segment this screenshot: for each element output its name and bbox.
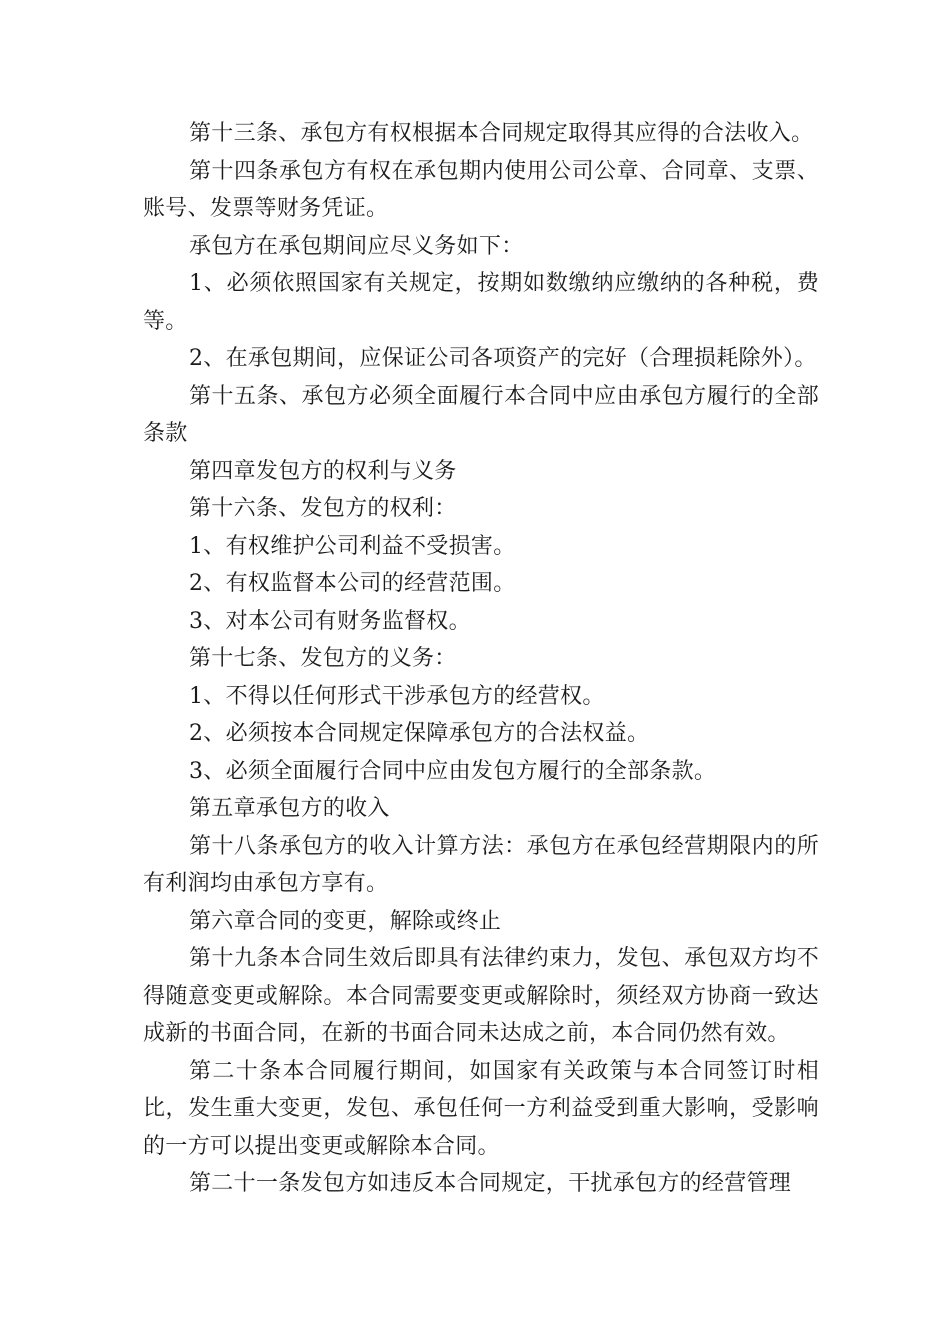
paragraph: 第十四条承包方有权在承包期内使用公司公章、合同章、支票、账号、发票等财务凭证。 bbox=[143, 158, 819, 221]
paragraph: 2、在承包期间，应保证公司各项资产的完好（合理损耗除外）。 bbox=[189, 346, 817, 371]
chapter-heading: 第五章承包方的收入 bbox=[189, 796, 390, 821]
paragraph: 第二十条本合同履行期间，如国家有关政策与本合同签订时相比，发生重大变更，发包、承包任何一方利益受到重大影响，受影响的一方可以提出变更或解除本合同。 bbox=[143, 1058, 819, 1159]
paragraph: 1、必须依照国家有关规定，按期如数缴纳应缴纳的各种税，费等。 bbox=[143, 271, 819, 334]
list-item: 2、必须按本合同规定保障承包方的合法权益。 bbox=[189, 721, 650, 746]
document-body bbox=[143, 115, 819, 1203]
chapter-heading: 第四章发包方的权利与义务 bbox=[189, 458, 457, 484]
list-item: 1、有权维护公司利益不受损害。 bbox=[189, 533, 516, 559]
paragraph: 第十五条、承包方必须全面履行本合同中应由承包方履行的全部条款 bbox=[143, 383, 819, 446]
list-item: 3、对本公司有财务监督权。 bbox=[189, 608, 471, 634]
paragraph: 第十八条承包方的收入计算方法：承包方在承包经营期限内的所有利润均由承包方享有。 bbox=[143, 833, 819, 896]
list-item: 1、不得以任何形式干涉承包方的经营权。 bbox=[189, 683, 605, 709]
paragraph: 第十九条本合同生效后即具有法律约束力，发包、承包双方均不得随意变更或解除。本合同需要变更或解除时，须经双方协商一致达成新的书面合同，在新的书面合同未达成之前，本合同仍然有效。 bbox=[143, 946, 819, 1046]
list-item: 3、必须全面履行合同中应由发包方履行的全部条款。 bbox=[189, 758, 717, 784]
paragraph: 第十六条、发包方的权利： bbox=[189, 496, 457, 521]
chapter-heading: 第六章合同的变更，解除或终止 bbox=[189, 908, 502, 934]
paragraph: 第二十一条发包方如违反本合同规定，干扰承包方的经营管理 bbox=[189, 1171, 792, 1196]
paragraph: 承包方在承包期间应尽义务如下： bbox=[189, 233, 524, 259]
paragraph: 第十七条、发包方的义务： bbox=[189, 646, 457, 671]
paragraph: 第十三条、承包方有权根据本合同规定取得其应得的合法收入。 bbox=[189, 121, 814, 146]
list-item: 2、有权监督本公司的经营范围。 bbox=[189, 571, 516, 596]
